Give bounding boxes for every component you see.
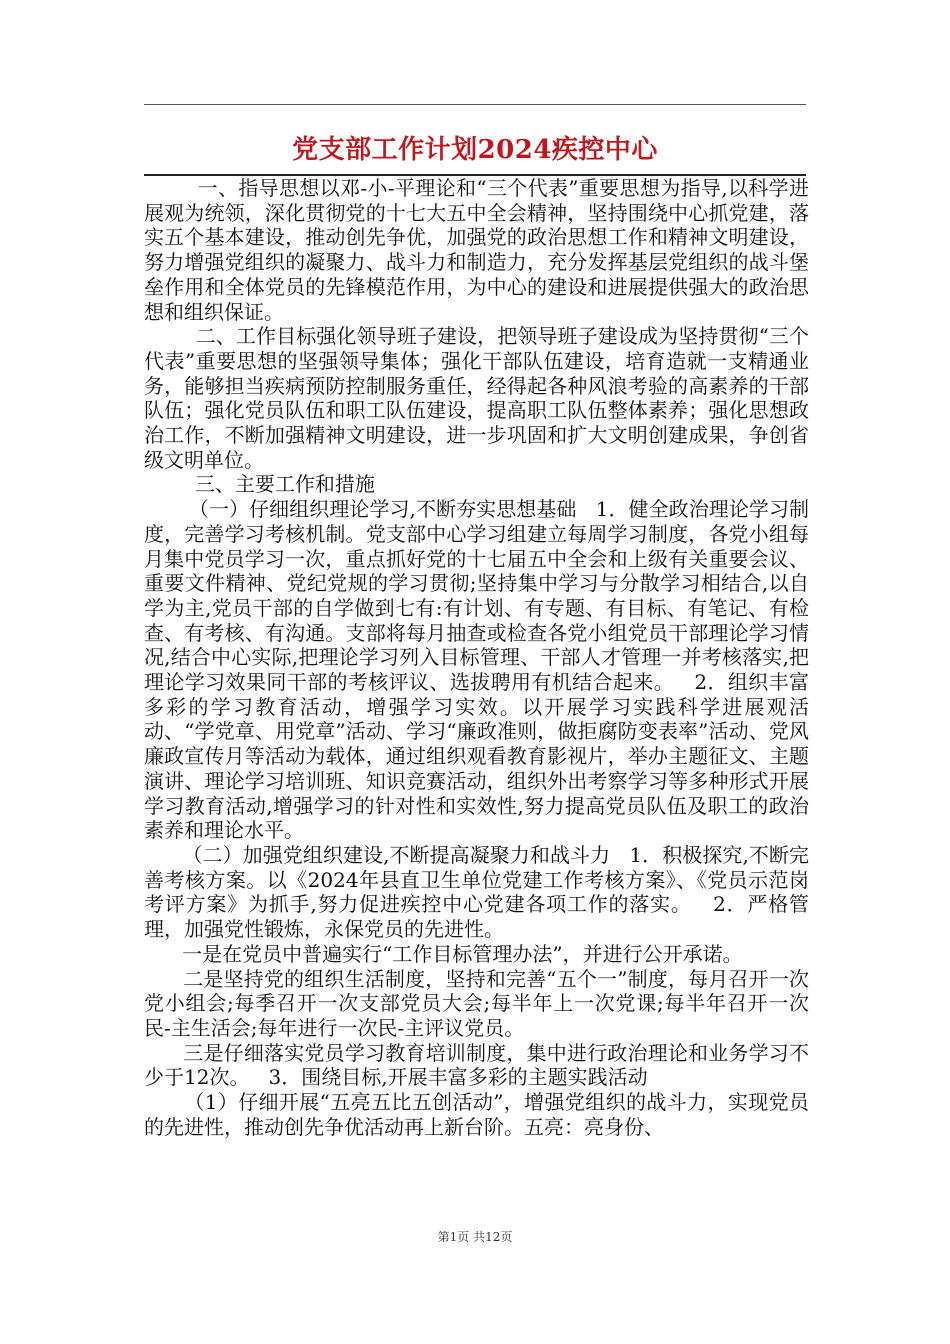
paragraph-five-activities: （1）仔细开展“五亮五比五创活动”，增强党组织的战斗力，实现党员的先进性，推动创先争优活动再上新台阶。五亮：亮身份、 (144, 1090, 809, 1139)
paragraph-second-item: 二是坚持党的组织生活制度，坚持和完善“五个一”制度，每月召开一次党小组会;每季召开一次支部党员大会;每半年上一次党课;每半年召开一次民-主生活会;每年进行一次民-主评议党员。 (144, 966, 809, 1040)
paragraph-third-item: 三是仔细落实党员学习教育培训制度，集中进行政治理论和业务学习不少于12次。 3．围绕目标,开展丰富多彩的主题实践活动 (144, 1040, 809, 1090)
document-body (144, 176, 809, 1139)
paragraph-first-item: 一是在党员中普遍实行“工作目标管理办法”，并进行公开承诺。 (144, 941, 743, 966)
paragraph-work-goals: 二、工作目标强化领导班子建设，把领导班子建设成为坚持贯彻“三个代表”重要思想的坚强领导集体；强化干部队伍建设，培育造就一支精通业务，能够担当疾病预防控制服务重任，经得起各种风浪考验的高素养的干部队伍；强化党员队伍和职工队伍建设，提高职工队伍整体素养；强化思想政治工作，不断加强精神文明建设，进一步巩固和扩大文明创建成果，争创省级文明单位。 (144, 324, 809, 472)
paragraph-theory-study: （一）仔细组织理论学习,不断夯实思想基础 1．健全政治理论学习制度，完善学习考核机制。党支部中心学习组建立每周学习制度，各党小组每月集中党员学习一次，重点抓好党的十七届五中全会和上级有关重要会议、重要文件精神、党纪党规的学习贯彻;坚持集中学习与分散学习相结合,以自学为主,党员干部的自学做到七有:有计划、有专题、有目标、有笔记、有检查、有考核、有沟通。支部将每月抽查或检查各党小组党员干部理论学习情况,结合中心实际,把理论学习列入目标管理、干部人才管理一并考核落实,把理论学习效果同干部的考核评议、选拔聘用有机结合起来。 2．组织丰富多彩的学习教育活动，增强学习实效。以开展学习实践科学进展观活动、“学党章、用党章”活动、学习“廉政准则，做拒腐防变表率”活动、党风廉政宣传月等活动为载体，通过组织观看教育影视片，举办主题征文、主题演讲、理论学习培训班、知识竞赛活动，组织外出考察学习等多种形式开展学习教育活动,增强学习的针对性和实效性,努力提高党员队伍及职工的政治素养和理论水平。 (144, 497, 809, 843)
header-rule (144, 104, 806, 105)
document-title: 党支部工作计划2024疾控中心 (292, 135, 658, 165)
page-footer: 第1页 共12页 (437, 1230, 513, 1244)
paragraph-main-work-heading: 三、主要工作和措施 (144, 472, 375, 497)
paragraph-party-building: （二）加强党组织建设,不断提高凝聚力和战斗力 1．积极探究,不断完善考核方案。以《2024年县直卫生单位党建工作考核方案》、《党员示范岗考评方案》为抓手,努力促进疾控中心党建各项工作的落实。 2．严格管理，加强党性锻炼，永保党员的先进性。 (144, 842, 809, 942)
paragraph-guiding-ideology: 一、指导思想以邓-小-平理论和“三个代表”重要思想为指导,以科学进展观为统领，深化贯彻党的十七大五中全会精神，坚持围绕中心抓党建，落实五个基本建设，推动创先争优，加强党的政治思想工作和精神文明建设，努力增强党组织的凝聚力、战斗力和制造力，充分发挥基层党组织的战斗堡垒作用和全体党员的先锋模范作用，为中心的建设和进展提供强大的政治思想和组织保证。 (144, 176, 809, 324)
